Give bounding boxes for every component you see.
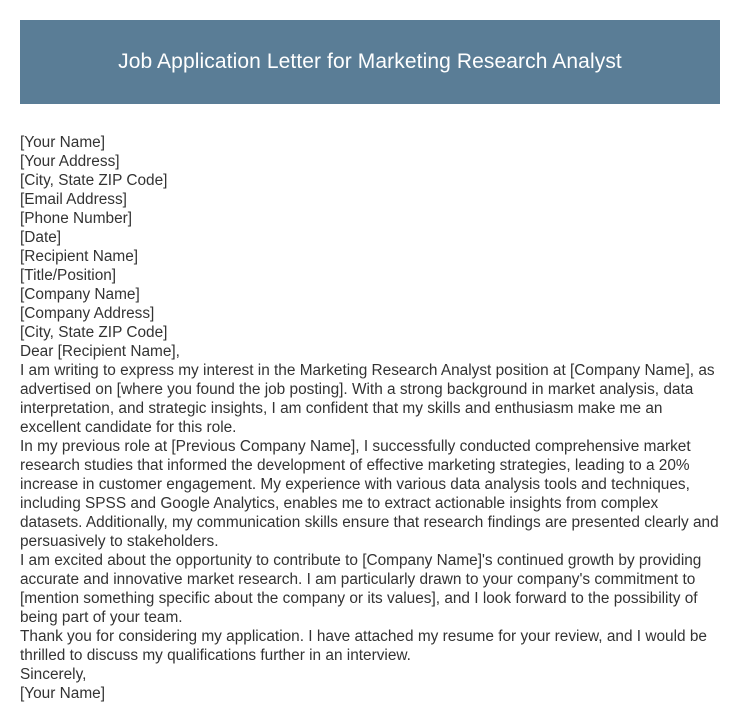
sender-phone: [Phone Number]: [20, 210, 133, 227]
recipient-title: [Title/Position]: [20, 267, 117, 284]
recipient-company: [Company Name]: [20, 286, 140, 303]
paragraph-thanks: Thank you for considering my application. I have attached my resume for your review, and I would be thrilled to discuss my qualifications further in an interview.: [20, 628, 707, 664]
sender-email: [Email Address]: [20, 191, 127, 208]
sender-address: [Your Address]: [20, 153, 120, 170]
recipient-address: [Company Address]: [20, 305, 155, 322]
title-banner: [20, 20, 720, 104]
salutation: Dear [Recipient Name],: [20, 343, 180, 360]
recipient-city-state-zip: [City, State ZIP Code]: [20, 324, 168, 341]
signature: [Your Name]: [20, 685, 105, 702]
paragraph-intro: I am writing to express my interest in the Marketing Research Analyst position at [Company Name], as advertised on [where you found the job posting]. With a strong background in market analysis, data interpretation, and strategic insights, I am confident that my skills and enthusiasm make me an excellent candidate for this role.: [20, 362, 715, 436]
sender-city-state-zip: [City, State ZIP Code]: [20, 172, 168, 189]
closing: Sincerely,: [20, 666, 87, 683]
paragraph-experience: In my previous role at [Previous Company Name], I successfully conducted comprehensive market research studies that informed the development of effective marketing strategies, leading to a 20% increase in customer engagement. My experience with various data analysis tools and techniques, including SPSS and Google Analytics, enables me to extract actionable insights from complex datasets. Additionally, my communication skills ensure that research findings are presented clearly and persuasively to stakeholders.: [20, 438, 719, 550]
letter-body: [20, 133, 722, 703]
sender-name: [Your Name]: [20, 134, 105, 151]
letter-date: [Date]: [20, 229, 62, 246]
page-title: Job Application Letter for Marketing Research Analyst: [118, 50, 622, 73]
paragraph-motivation: I am excited about the opportunity to contribute to [Company Name]'s continued growth by providing accurate and innovative market research. I am particularly drawn to your company's commitment to [mention something specific about the company or its values], and I look forward to the possibility of being part of your team.: [20, 552, 702, 626]
recipient-name: [Recipient Name]: [20, 248, 139, 265]
